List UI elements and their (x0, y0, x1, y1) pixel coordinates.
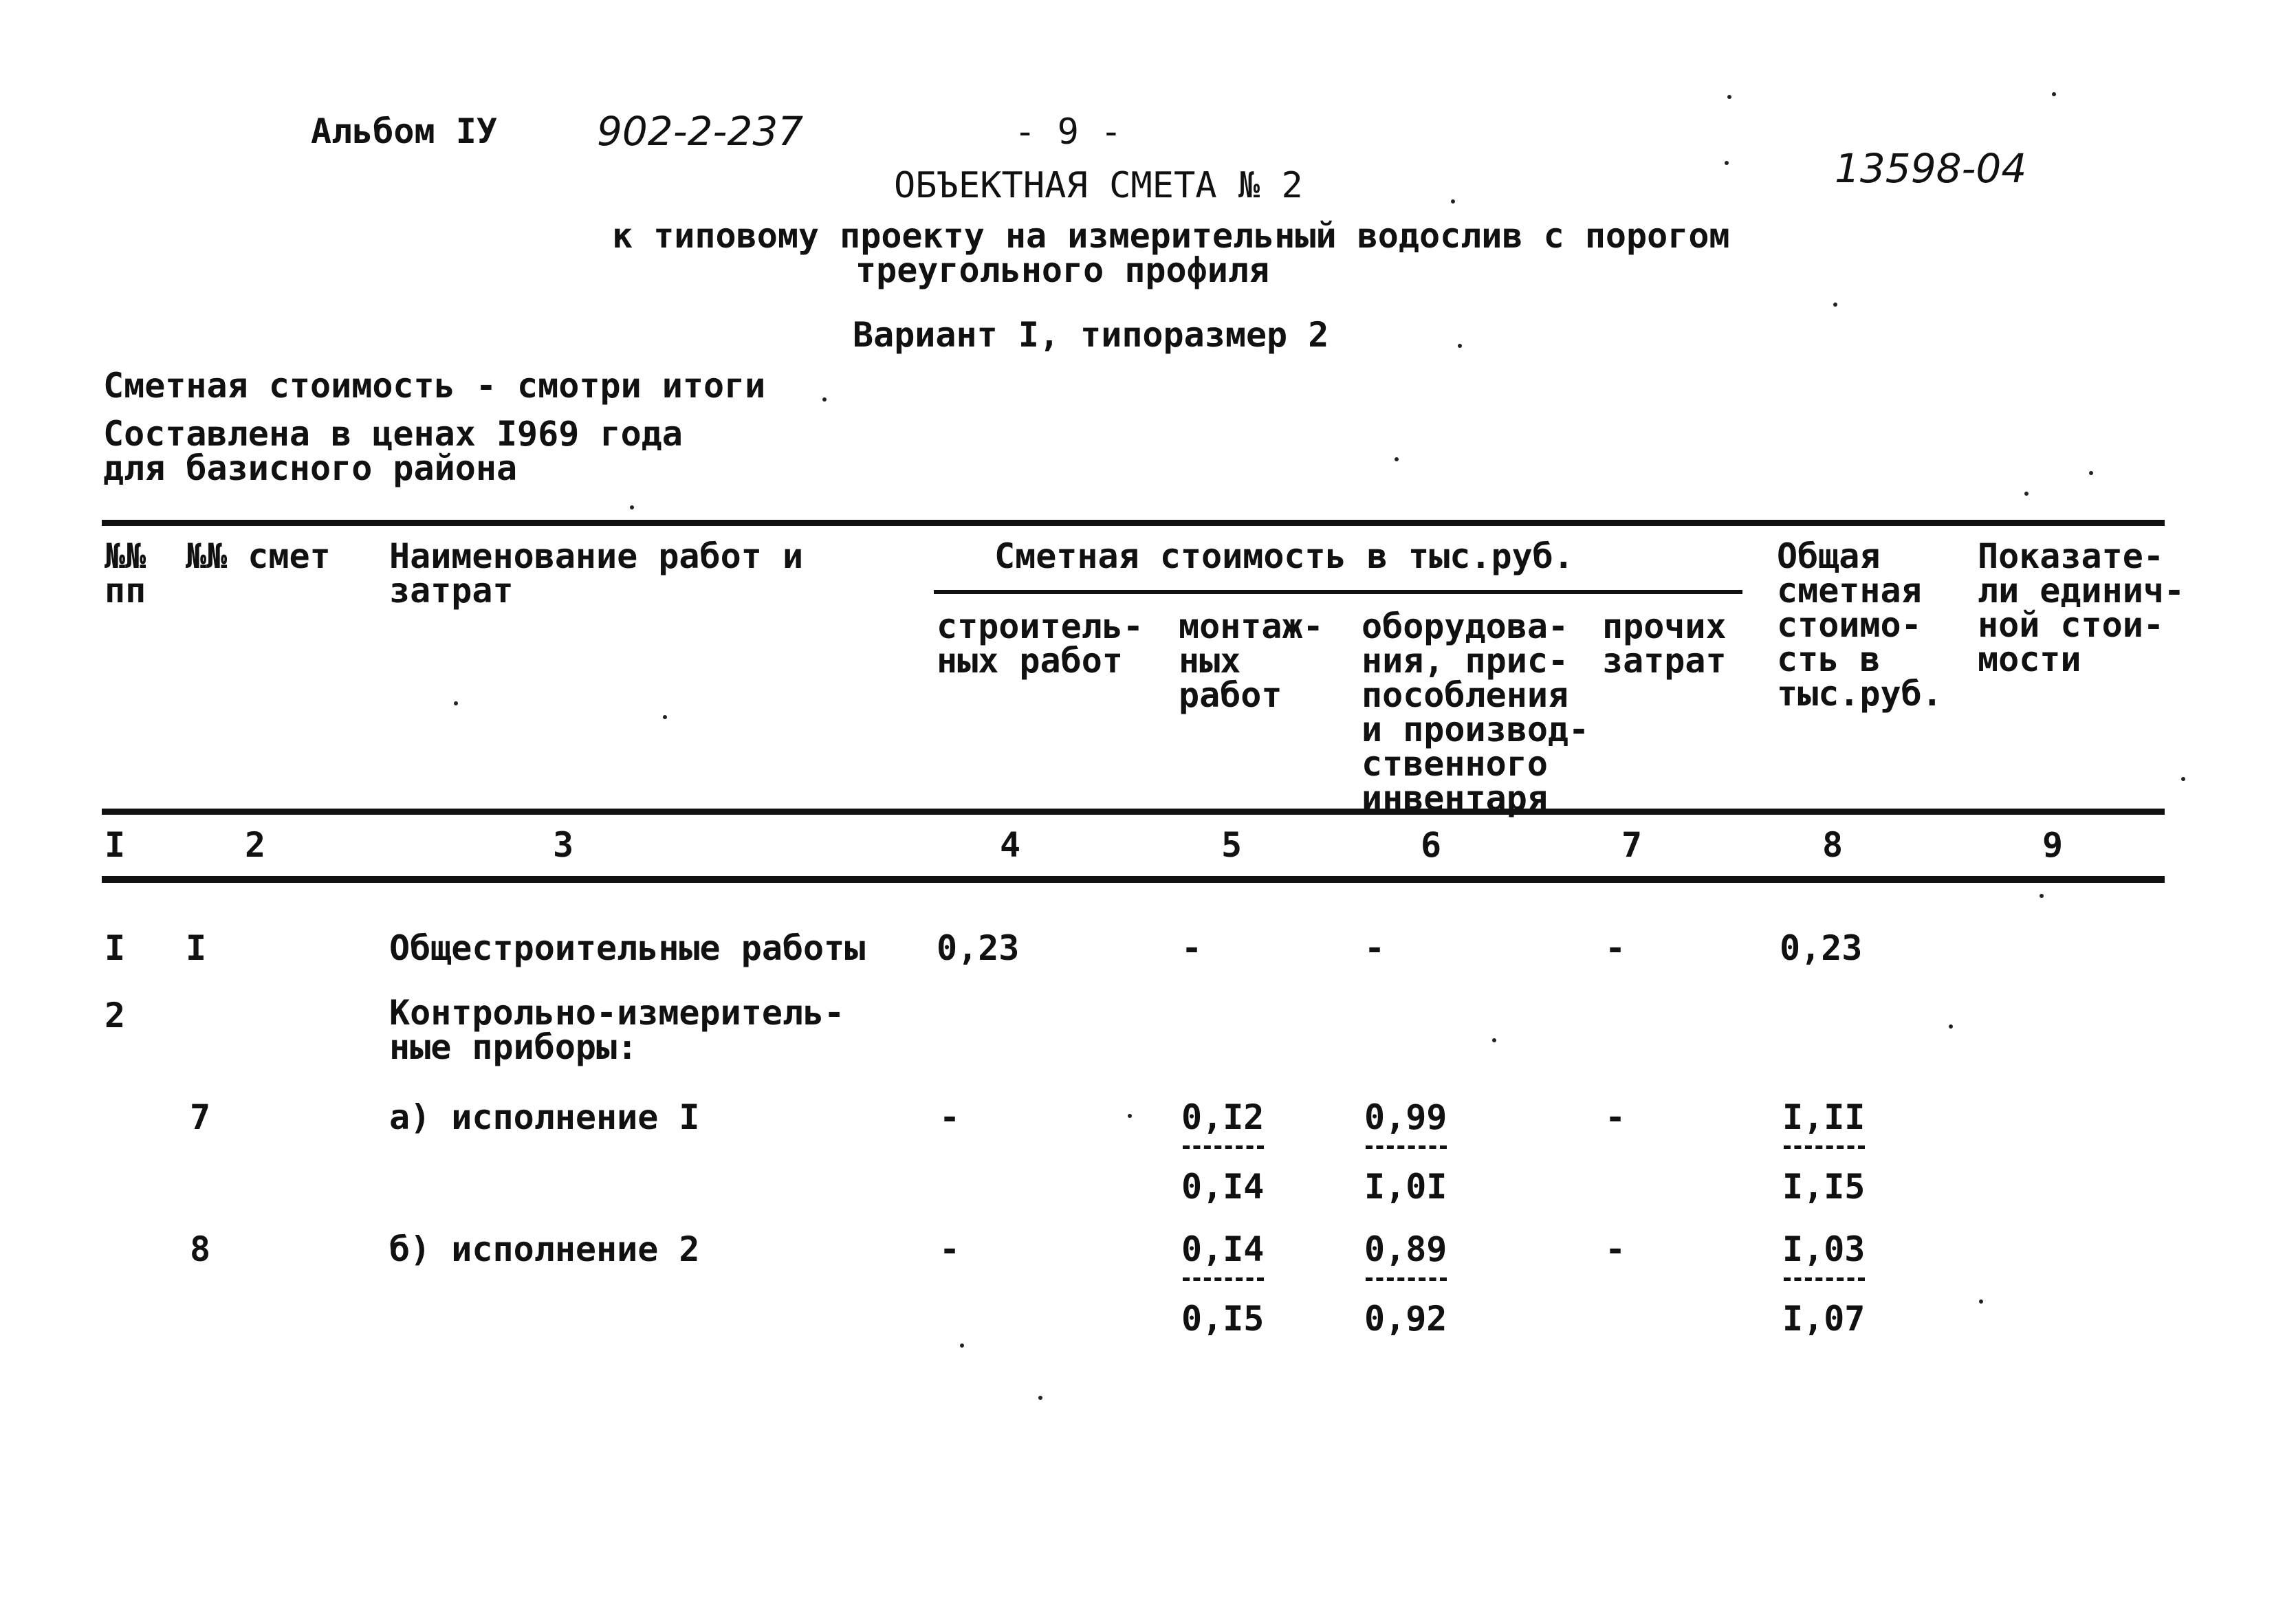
fraction-bar (1784, 1145, 1865, 1149)
fraction-bar (1784, 1277, 1865, 1281)
scan-speck (1128, 1114, 1132, 1118)
column-number-3: 3 (553, 825, 574, 865)
row3-other-cost: - (1605, 1097, 1626, 1137)
scan-speck (960, 1343, 964, 1348)
row2-work-name: Контрольно-измеритель- ные приборы: (389, 993, 845, 1067)
row3-installation-cost-top: 0,I2 (1181, 1097, 1265, 1137)
column-number-6: 6 (1421, 825, 1442, 865)
header-equipment: оборудова- ния, прис- пособления и производ- ственного инвентаря (1362, 606, 1590, 818)
row1-estimate-number: I (186, 928, 207, 968)
scan-speck (2089, 471, 2093, 475)
scan-speck (2040, 894, 2044, 898)
header-work-name: Наименование работ и затрат (389, 536, 804, 611)
row1-work-name: Общестроительные работы (389, 928, 866, 968)
row4-equipment-cost-bottom: 0,92 (1364, 1299, 1447, 1339)
prices-line2: для базисного района (103, 448, 518, 488)
header-bottom-rule (102, 809, 2165, 815)
fraction-bar (1183, 1145, 1264, 1149)
fraction-bar (1366, 1145, 1447, 1149)
row4-estimate-number: 8 (190, 1229, 211, 1269)
header-row-number: №№ пп (105, 536, 146, 611)
project-code: 902-2-237 (597, 108, 804, 155)
scan-speck (1949, 1024, 1953, 1029)
fraction-bar (1366, 1277, 1447, 1281)
scan-speck (1451, 199, 1455, 204)
row4-work-name: б) исполнение 2 (389, 1229, 700, 1269)
archive-number: 13598-04 (1835, 145, 2027, 192)
row3-equipment-cost-bottom: I,0I (1364, 1167, 1447, 1207)
estimate-title: ОБЪЕКТНАЯ СМЕТА № 2 (894, 165, 1303, 206)
row4-installation-cost-top: 0,I4 (1181, 1229, 1265, 1269)
scan-speck (1458, 344, 1462, 348)
row1-other-cost: - (1605, 928, 1626, 968)
scan-speck (1979, 1299, 1983, 1304)
row3-estimate-number: 7 (190, 1097, 211, 1137)
group-header-rule (934, 590, 1742, 594)
variant-line: Вариант I, типоразмер 2 (853, 315, 1329, 355)
scan-speck (2181, 777, 2185, 781)
scan-speck (1727, 95, 1731, 99)
row1-number: I (105, 928, 126, 968)
row1-equipment-cost: - (1364, 928, 1386, 968)
page-number: - 9 - (1014, 111, 1122, 153)
column-number-8: 8 (1822, 825, 1844, 865)
row4-equipment-cost (1364, 1229, 1467, 1339)
row3-total-cost (1782, 1097, 1885, 1207)
header-unit-indicators: Показате- ли единич- ной стои- мости (1978, 536, 2185, 679)
fraction-bar (1183, 1277, 1264, 1281)
row4-total-cost-bottom: I,07 (1782, 1299, 1866, 1339)
scan-speck (1395, 457, 1399, 461)
column-number-1: I (105, 825, 126, 865)
header-cost-group: Сметная стоимость в тыс.руб. (994, 536, 1574, 576)
scan-speck (1725, 161, 1729, 165)
header-construction-works: строитель- ных работ (937, 606, 1144, 681)
row3-total-cost-bottom: I,I5 (1782, 1167, 1866, 1207)
row3-equipment-cost-top: 0,99 (1364, 1097, 1447, 1137)
row2-number: 2 (105, 996, 126, 1035)
column-number-5: 5 (1221, 825, 1243, 865)
row4-construction-cost: - (939, 1229, 961, 1269)
header-installation-works: монтаж- ных работ (1179, 606, 1324, 715)
scan-speck (1038, 1396, 1042, 1400)
table-top-rule (102, 520, 2165, 526)
scan-speck (1833, 303, 1837, 307)
scan-speck (454, 701, 458, 705)
row3-installation-cost-bottom: 0,I4 (1181, 1167, 1265, 1207)
column-number-9: 9 (2042, 825, 2064, 865)
scan-speck (2052, 92, 2056, 96)
row4-installation-cost-bottom: 0,I5 (1181, 1299, 1265, 1339)
scan-speck (663, 715, 667, 719)
estimate-subtitle-line1: к типовому проекту на измерительный водослив с порогом (612, 216, 1730, 256)
prices-line1: Составлена в ценах I969 года (103, 414, 683, 454)
column-number-4: 4 (1000, 825, 1021, 865)
scan-speck (630, 505, 634, 509)
header-other-costs: прочих затрат (1602, 606, 1727, 681)
header-total-cost: Общая сметная стоимо- сть в тыс.руб. (1777, 536, 1943, 714)
row1-construction-cost: 0,23 (937, 928, 1020, 968)
row3-total-cost-top: I,II (1782, 1097, 1866, 1137)
album-label: Альбом IУ (311, 111, 497, 151)
column-number-2: 2 (245, 825, 266, 865)
scan-speck (1492, 1038, 1496, 1042)
header-estimate-number: №№ смет (186, 536, 331, 576)
row4-total-cost-top: I,03 (1782, 1229, 1866, 1269)
row3-installation-cost (1181, 1097, 1284, 1207)
row1-installation-cost: - (1181, 928, 1203, 968)
scan-speck (822, 397, 827, 402)
scan-speck (2024, 492, 2029, 496)
row4-total-cost (1782, 1229, 1885, 1339)
column-number-7: 7 (1621, 825, 1643, 865)
row3-construction-cost: - (939, 1097, 961, 1137)
row3-equipment-cost (1364, 1097, 1467, 1207)
row1-total-cost: 0,23 (1780, 928, 1863, 968)
cost-note: Сметная стоимость - смотри итоги (103, 366, 766, 406)
row4-equipment-cost-top: 0,89 (1364, 1229, 1447, 1269)
estimate-subtitle-line2: треугольного профиля (855, 250, 1270, 290)
numbers-bottom-rule (102, 876, 2165, 883)
row4-other-cost: - (1605, 1229, 1626, 1269)
row3-work-name: а) исполнение I (389, 1097, 700, 1137)
row4-installation-cost (1181, 1229, 1284, 1339)
